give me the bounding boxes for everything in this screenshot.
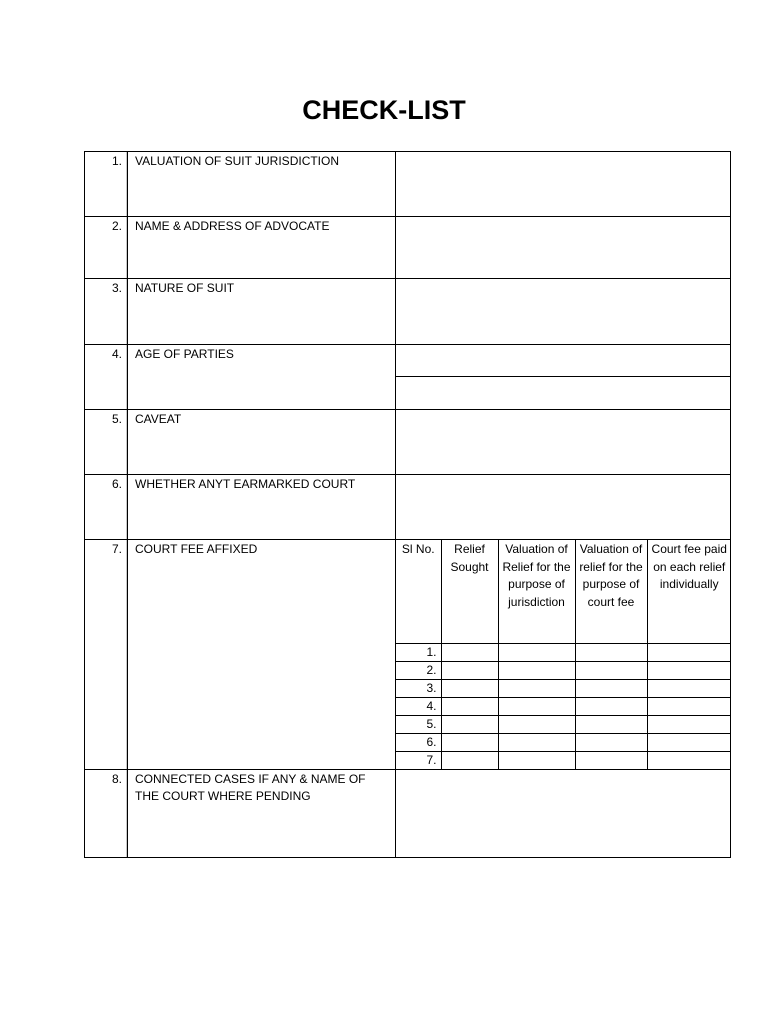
table-row (396, 716, 731, 734)
cell-valuation-court-fee (575, 698, 647, 716)
cell-valuation-jurisdiction (498, 752, 575, 770)
cell-relief (441, 662, 498, 680)
cell-valuation-jurisdiction (498, 662, 575, 680)
value-divider (395, 217, 396, 278)
cell-court-fee-paid (647, 698, 731, 716)
serial-number: 4. (396, 698, 441, 716)
row-number: 6. (85, 475, 128, 539)
age-split-line (396, 376, 730, 377)
value-divider (395, 770, 396, 857)
cell-valuation-jurisdiction (498, 734, 575, 752)
checklist-row-2 (84, 216, 731, 279)
table-row (396, 752, 731, 770)
cell-valuation-jurisdiction (498, 644, 575, 662)
court-fee-table (396, 540, 731, 769)
header-court-fee-paid: Court fee paid on each relief individually (647, 540, 731, 644)
serial-number: 5. (396, 716, 441, 734)
cell-valuation-court-fee (575, 680, 647, 698)
header-relief-sought: Relief Sought (441, 540, 498, 644)
checklist-row-5 (84, 409, 731, 475)
checklist-row-7 (84, 539, 731, 770)
row-number: 4. (85, 345, 128, 409)
row-label: WHETHER ANYT EARMARKED COURT (135, 477, 356, 491)
cell-court-fee-paid (647, 752, 731, 770)
cell-valuation-jurisdiction (498, 680, 575, 698)
row-label: CAVEAT (135, 412, 182, 426)
cell-court-fee-paid (647, 680, 731, 698)
cell-relief (441, 644, 498, 662)
value-divider (395, 279, 396, 344)
row-number: 2. (85, 217, 128, 278)
row-label: NATURE OF SUIT (135, 281, 235, 295)
value-divider (395, 152, 396, 216)
checklist-row-1 (84, 151, 731, 217)
row-label: NAME & ADDRESS OF ADVOCATE (135, 219, 330, 233)
cell-court-fee-paid (647, 716, 731, 734)
row-number: 5. (85, 410, 128, 474)
cell-valuation-court-fee (575, 752, 647, 770)
row-label: VALUATION OF SUIT JURISDICTION (135, 154, 340, 168)
cell-relief (441, 680, 498, 698)
page-title: CHECK-LIST (302, 95, 466, 125)
cell-relief (441, 716, 498, 734)
table-row (396, 698, 731, 716)
serial-number: 2. (396, 662, 441, 680)
row-label: AGE OF PARTIES (135, 347, 234, 361)
serial-number: 7. (396, 752, 441, 770)
row-number: 8. (85, 770, 128, 857)
cell-relief (441, 734, 498, 752)
table-row (396, 680, 731, 698)
serial-number: 1. (396, 644, 441, 662)
cell-court-fee-paid (647, 644, 731, 662)
row-label: CONNECTED CASES IF ANY & NAME OF THE COURT WHERE PENDING (135, 772, 366, 803)
checklist-row-8 (84, 769, 731, 858)
cell-valuation-court-fee (575, 734, 647, 752)
cell-court-fee-paid (647, 662, 731, 680)
header-sl-no: Sl No. (396, 540, 441, 644)
cell-valuation-jurisdiction (498, 698, 575, 716)
row-number: 3. (85, 279, 128, 344)
cell-valuation-court-fee (575, 662, 647, 680)
header-valuation-jurisdiction: Valuation of Relief for the purpose of jurisdiction (498, 540, 575, 644)
checklist-row-6 (84, 474, 731, 540)
cell-relief (441, 698, 498, 716)
value-divider (395, 475, 396, 539)
row-number: 7. (85, 540, 128, 769)
header-valuation-court-fee: Valuation of relief for the purpose of court fee (575, 540, 647, 644)
row-number: 1. (85, 152, 128, 216)
serial-number: 3. (396, 680, 441, 698)
cell-valuation-jurisdiction (498, 716, 575, 734)
table-row (396, 734, 731, 752)
row-label: COURT FEE AFFIXED (135, 542, 258, 556)
cell-valuation-court-fee (575, 716, 647, 734)
checklist-row-3 (84, 278, 731, 345)
cell-relief (441, 752, 498, 770)
table-row (396, 662, 731, 680)
value-divider (395, 410, 396, 474)
table-row (396, 644, 731, 662)
cell-valuation-court-fee (575, 644, 647, 662)
serial-number: 6. (396, 734, 441, 752)
value-divider (395, 345, 396, 409)
cell-court-fee-paid (647, 734, 731, 752)
checklist-row-4 (84, 344, 731, 410)
